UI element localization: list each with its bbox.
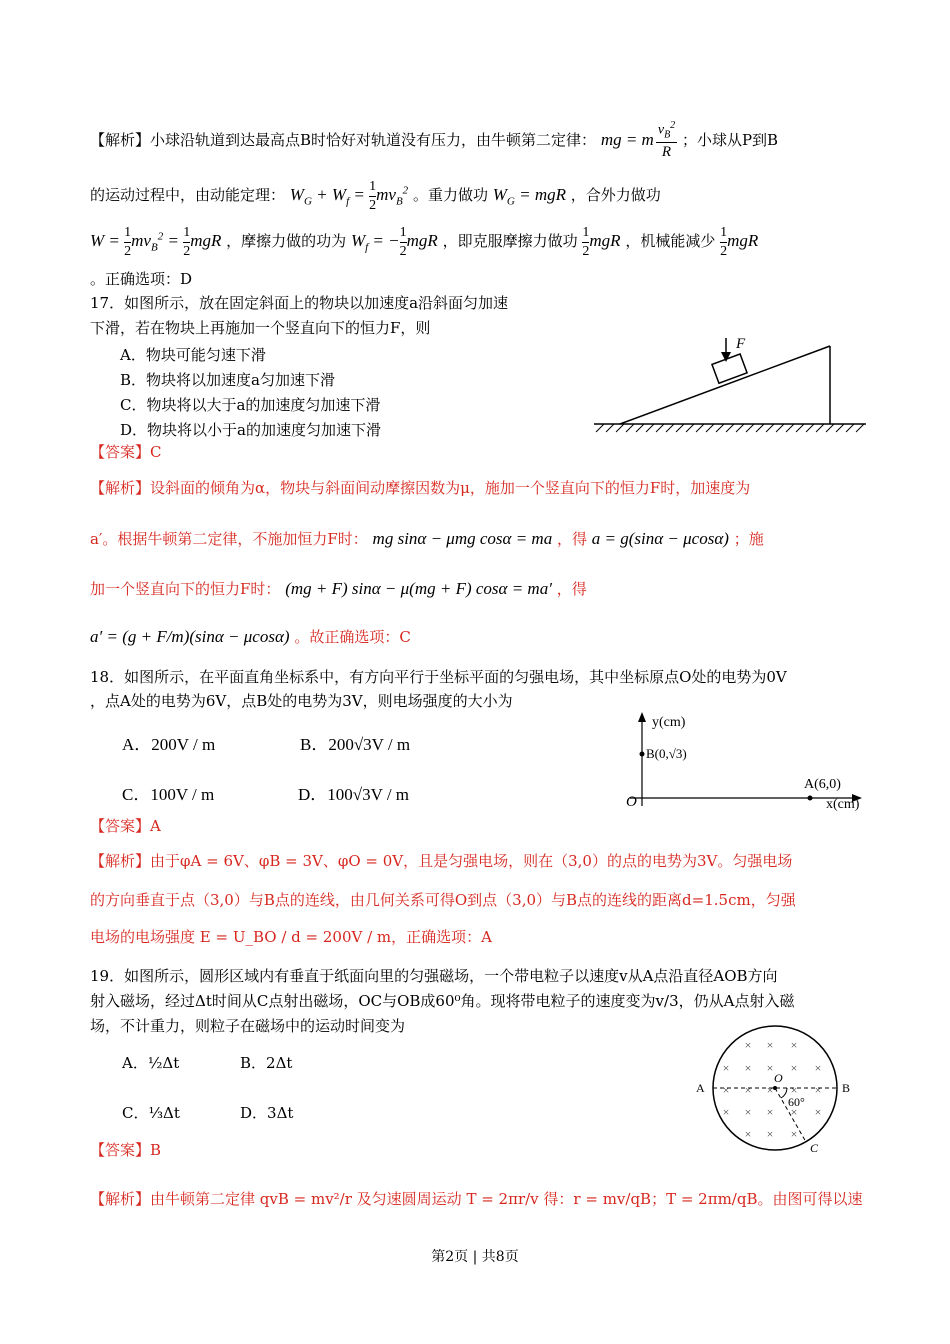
- force-label: F: [736, 336, 746, 352]
- point-a-label: A(6,0): [804, 777, 841, 792]
- q18-answer: 【答案】A: [90, 817, 161, 835]
- q17-stem1: 17．如图所示，放在固定斜面上的物块以加速度a沿斜面匀加速: [90, 294, 509, 312]
- svg-text:×: ×: [722, 1083, 730, 1097]
- q19-stem3: 场，不计重力，则粒子在磁场中的运动时间变为: [90, 1017, 406, 1035]
- point-b-label: B(0,√3): [646, 746, 687, 761]
- q17-option-c: C．物块将以大于a的加速度匀加速下滑: [120, 396, 381, 414]
- svg-text:×: ×: [722, 1061, 730, 1075]
- q19-answer: 【答案】B: [90, 1141, 162, 1159]
- q19-option-b: B．2Δt: [240, 1054, 293, 1072]
- q17-exp3-text: 加一个竖直向下的恒力F时：: [90, 580, 281, 598]
- point-b: [640, 752, 645, 757]
- svg-text:×: ×: [766, 1127, 774, 1141]
- q19-stem1: 19．如图所示，圆形区域内有垂直于纸面向里的匀强磁场，一个带电粒子以速度v从A点沿直径AOB方向: [90, 967, 778, 985]
- svg-text:×: ×: [744, 1105, 752, 1119]
- svg-text:×: ×: [744, 1083, 752, 1097]
- svg-text:×: ×: [744, 1061, 752, 1075]
- q19-exp1: 【解析】由牛顿第二定律 qvB = mv²/r 及匀速圆周运动 T = 2πr/v 得：r = mv/qB；T = 2πm/qB。由图可得以速: [90, 1190, 863, 1208]
- label-o: O: [774, 1071, 783, 1085]
- ground-hatch: [596, 424, 864, 432]
- q16-line3: [90, 224, 758, 260]
- q18-exp1: 【解析】由于φA = 6V、φB = 3V、φO = 0V，且是匀强电场，则在（3,0）的点的电势为3V。匀强电场: [90, 852, 793, 870]
- q16-eq4: W = $\frac{1}{2}$ $mv_B^2$ = $\frac{1}{2}$ mgR: [90, 225, 222, 259]
- q16-eq6: $\frac{1}{2}$ mgR: [582, 225, 621, 259]
- field-cross-marks: [723, 1038, 822, 1141]
- svg-text:×: ×: [766, 1105, 774, 1119]
- q17-option-d: D．物块将以小于a的加速度匀加速下滑: [120, 421, 381, 439]
- q19-stem2: 射入磁场，经过Δt时间从C点射出磁场，OC与OB成60⁰角。现将带电粒子的速度变为v/3，仍从A点射入磁: [90, 992, 795, 1010]
- x-axis-label: x(cm): [826, 797, 860, 812]
- coordinate-figure: [620, 708, 870, 813]
- q19-option-a: A．½Δt: [122, 1054, 180, 1072]
- q19-option-c: C．⅓Δt: [122, 1104, 180, 1122]
- label-c: C: [810, 1141, 819, 1155]
- y-axis-arrow: [638, 712, 646, 722]
- q17-exp1: 【解析】设斜面的倾角为α，物块与斜面间动摩擦因数为μ，施加一个竖直向下的恒力F时，加速度为: [90, 479, 751, 497]
- q17-exp4-eq: a′ = (g + F/m)(sinα − μcosα): [90, 627, 290, 646]
- q18-option-d: D．100√3V / m: [298, 785, 410, 804]
- q16-text: ；小球从P到B: [681, 130, 779, 149]
- svg-text:×: ×: [722, 1105, 730, 1119]
- svg-text:×: ×: [790, 1038, 798, 1052]
- q16-eq3: $W_G$ = mgR: [492, 184, 567, 208]
- svg-text:×: ×: [790, 1105, 798, 1119]
- q16-text: 【解析】小球沿轨道到达最高点B时恰好对轨道没有压力，由牛顿第二定律：: [90, 130, 597, 149]
- svg-text:×: ×: [790, 1127, 798, 1141]
- svg-text:×: ×: [766, 1061, 774, 1075]
- label-b: B: [842, 1081, 851, 1095]
- center-o: [773, 1086, 777, 1090]
- svg-text:×: ×: [744, 1127, 752, 1141]
- q17-exp2-text: ；施: [733, 530, 764, 548]
- magnetic-field-figure: [690, 1024, 860, 1158]
- q16-eq7: $\frac{1}{2}$ mgR: [720, 225, 759, 259]
- label-angle: 60°: [788, 1095, 805, 1109]
- q17-exp2-eq: mg sinα − μmg cosα = ma: [372, 529, 553, 548]
- q17-exp3: [90, 578, 587, 599]
- q16-text: 的运动过程中，由动能定理：: [90, 185, 286, 204]
- q17-exp2: [90, 528, 764, 549]
- q18-option-a: A．200V / m: [122, 735, 216, 754]
- q16-line1: [90, 120, 778, 162]
- q17-exp4-text: 。故正确选项：C: [294, 628, 411, 646]
- q17-answer: 【答案】C: [90, 443, 162, 461]
- q16-text: ，机械能减少: [625, 231, 716, 250]
- q16-text: ，合外力做功: [570, 185, 661, 204]
- q16-text: ，即克服摩擦力做功: [442, 231, 578, 250]
- incline-figure: [590, 332, 870, 438]
- page-footer: 第2页 | 共8页: [431, 1249, 519, 1265]
- q17-option-a: A．物块可能匀速下滑: [120, 346, 266, 364]
- angle-arc: [781, 1088, 787, 1098]
- q16-eq1: mg = m $\frac{v_B^2}{R}$: [600, 120, 676, 160]
- q18-option-c: C．100V / m: [122, 785, 215, 804]
- svg-text:×: ×: [814, 1105, 822, 1119]
- q18-option-b: B．200√3V / m: [300, 735, 411, 754]
- q17-exp2-text: a′。根据牛顿第二定律，不施加恒力F时：: [90, 530, 368, 548]
- svg-text:×: ×: [814, 1061, 822, 1075]
- point-a: [808, 796, 813, 801]
- q18-stem1: 18．如图所示，在平面直角坐标系中，有方向平行于坐标平面的匀强电场，其中坐标原点O处的电势为0V: [90, 668, 787, 686]
- q17-exp2-eq2: a = g(sinα − μcosα): [591, 529, 729, 548]
- q18-stem2: ，点A处的电势为6V，点B处的电势为3V，则电场强度的大小为: [90, 692, 513, 710]
- q16-line2: [90, 178, 661, 214]
- q17-exp2-text: ，得: [556, 530, 587, 548]
- y-axis-label: y(cm): [652, 715, 686, 730]
- svg-text:×: ×: [766, 1038, 774, 1052]
- svg-text:×: ×: [790, 1083, 798, 1097]
- q16-eq2: $W_G + W_f$ = $\frac{1}{2}$ $mv_B^2$: [289, 179, 409, 213]
- origin-label: O: [626, 794, 637, 810]
- svg-text:×: ×: [766, 1083, 774, 1097]
- q17-option-b: B．物块将以加速度a匀加速下滑: [120, 371, 335, 389]
- q18-exp3: 电场的电场强度 E = U_BO / d = 200V / m，正确选项：A: [90, 928, 492, 946]
- q17-exp3-text: ，得: [556, 580, 587, 598]
- q17-stem2: 下滑，若在物块上再施加一个竖直向下的恒力F，则: [90, 319, 431, 337]
- q16-eq5: $W_f$ = − $\frac{1}{2}$ mgR: [350, 225, 438, 259]
- svg-text:×: ×: [814, 1083, 822, 1097]
- svg-text:×: ×: [744, 1038, 752, 1052]
- q16-text: ，摩擦力做的功为: [226, 231, 347, 250]
- q17-exp4: [90, 626, 411, 647]
- q19-option-d: D．3Δt: [240, 1104, 294, 1122]
- q17-exp3-eq: (mg + F) sinα − μ(mg + F) cosα = ma′: [285, 579, 552, 598]
- label-a: A: [696, 1081, 705, 1095]
- q18-exp2: 的方向垂直于点（3,0）与B点的连线，由几何关系可得O到点（3,0）与B点的连线的距离d=1.5cm，匀强: [90, 891, 796, 909]
- q16-line4: 。正确选项：D: [90, 270, 193, 288]
- svg-text:×: ×: [790, 1061, 798, 1075]
- q16-text: 。重力做功: [412, 185, 488, 204]
